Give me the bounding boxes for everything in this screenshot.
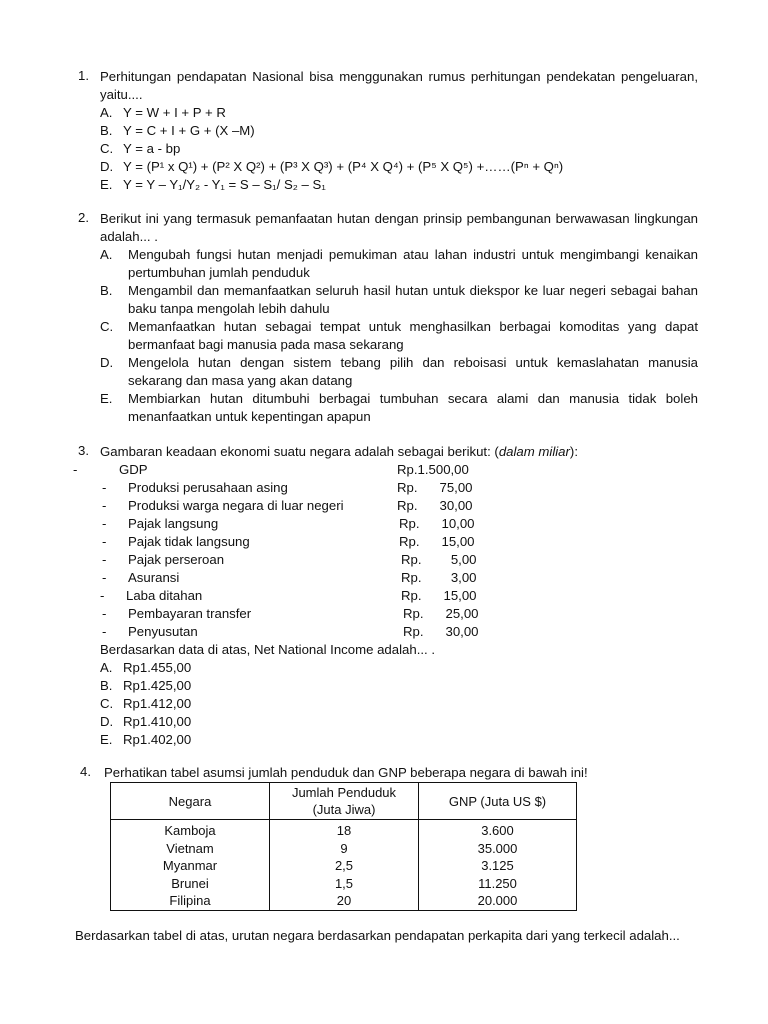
option-e (100, 390, 698, 425)
option-a (100, 659, 191, 677)
header-negara: Negara (111, 783, 270, 820)
row-value: Rp. 30,00 (403, 624, 479, 639)
cell-penduduk: 2,5 (270, 857, 419, 875)
header-line-2: (Juta Jiwa) (312, 802, 376, 817)
row-label: GDP (119, 462, 148, 477)
question-prompt: Berdasarkan data di atas, Net National Income adalah... . (100, 642, 436, 657)
row-value: Rp. 30,00 (397, 498, 473, 513)
option-text: Rp1.410,00 (123, 714, 192, 729)
gnp-table (110, 782, 577, 911)
row-dash: - (73, 462, 78, 477)
question-text: Berikut ini yang termasuk pemanfaatan hutan dengan prinsip pembangunan berwawasan lingkungan adalah... . (100, 211, 698, 244)
cell-negara: Myanmar (111, 857, 270, 875)
question-4-prompt: Berdasarkan tabel di atas, urutan negara berdasarkan pendapatan perkapita dari yang terkecil adalah... (75, 928, 680, 943)
option-letter: D. (100, 355, 114, 370)
row-value: Rp. 15,00 (401, 588, 477, 603)
option-a (100, 246, 698, 281)
cell-penduduk: 20 (270, 892, 419, 910)
cell-negara: Filipina (111, 892, 270, 910)
row-dash: - (102, 552, 107, 567)
question-number: 3. (78, 443, 89, 458)
cell-penduduk: 1,5 (270, 875, 419, 893)
cell-gnp: 35.000 (419, 840, 577, 858)
row-dash: - (102, 624, 107, 639)
option-b (100, 677, 191, 695)
option-letter: C. (100, 319, 114, 334)
option-text: Rp1.412,00 (123, 696, 192, 711)
option-b (100, 122, 255, 140)
row-label: Pajak langsung (128, 516, 219, 531)
option-d (100, 158, 563, 176)
question-number: 4. (80, 764, 91, 779)
question-number: 1. (78, 68, 89, 83)
option-letter: A. (100, 247, 113, 262)
row-value: Rp. 15,00 (399, 534, 475, 549)
option-letter: E. (100, 177, 113, 192)
option-text: Y = (P¹ x Q¹) + (P² X Q²) + (P³ X Q³) + (P⁴ X Q⁴) + (P⁵ X Q⁵) +……(Pⁿ + Qⁿ) (123, 159, 564, 174)
table-row (111, 875, 577, 893)
row-value: Rp. 10,00 (399, 516, 475, 531)
row-dash: - (102, 498, 107, 513)
option-text: Y = a - bp (123, 141, 181, 156)
table-header-row (111, 783, 577, 820)
option-letter: A. (100, 105, 113, 120)
option-e (100, 176, 326, 194)
question-text: Perhitungan pendapatan Nasional bisa menggunakan rumus perhitungan pendekatan pengeluaran, yaitu.... (100, 69, 698, 102)
option-c (100, 140, 180, 158)
option-text: Y = W + I + P + R (123, 105, 226, 120)
option-letter: C. (100, 141, 114, 156)
cell-negara: Brunei (111, 875, 270, 893)
header-jumlah-penduduk (270, 783, 419, 820)
row-label: Penyusutan (128, 624, 198, 639)
row-value: Rp. 75,00 (397, 480, 473, 495)
cell-gnp: 3.600 (419, 820, 577, 840)
table-row (111, 840, 577, 858)
row-value: Rp. 25,00 (403, 606, 479, 621)
option-d (100, 354, 698, 389)
row-label: Produksi perusahaan asing (128, 480, 288, 495)
question-text-suffix: ): (569, 444, 578, 459)
option-c (100, 318, 698, 353)
option-letter: B. (100, 678, 113, 693)
option-text: Mengelola hutan dengan sistem tebang pilih dan reboisasi untuk kemaslahatan manusia sekarang dan masa yang akan datang (128, 355, 698, 388)
option-letter: B. (100, 283, 113, 298)
option-letter: A. (100, 660, 113, 675)
option-letter: E. (100, 391, 113, 406)
row-dash: - (102, 534, 107, 549)
row-label: Pajak tidak langsung (128, 534, 250, 549)
option-letter: D. (100, 714, 114, 729)
cell-negara: Kamboja (111, 820, 270, 840)
option-a (100, 104, 226, 122)
option-c (100, 695, 191, 713)
cell-gnp: 11.250 (419, 875, 577, 893)
row-dash: - (102, 570, 107, 585)
option-text: Memanfaatkan hutan sebagai tempat untuk menghasilkan berbagai komoditas yang dapat bermanfaat bagi manusia pada masa sekarang (128, 319, 698, 352)
option-e (100, 731, 191, 749)
option-letter: B. (100, 123, 113, 138)
row-label: Pajak perseroan (128, 552, 225, 567)
cell-gnp: 20.000 (419, 892, 577, 910)
table-row (111, 820, 577, 840)
question-text-prefix: Gambaran keadaan ekonomi suatu negara adalah sebagai berikut: ( (100, 444, 499, 459)
option-text: Rp1.425,00 (123, 678, 192, 693)
option-text: Rp1.455,00 (123, 660, 192, 675)
option-letter: E. (100, 732, 113, 747)
cell-penduduk: 18 (270, 820, 419, 840)
option-b (100, 282, 698, 317)
row-label: Pembayaran transfer (128, 606, 252, 621)
option-text: Mengambil dan memanfaatkan seluruh hasil hutan untuk diekspor ke luar negeri sebagai bahan baku tanpa mengolah lebih dahulu (128, 283, 698, 316)
row-dash: - (102, 606, 107, 621)
table-row (111, 857, 577, 875)
option-letter: D. (100, 159, 114, 174)
row-dash: - (100, 588, 105, 603)
header-line-1: Jumlah Penduduk (291, 785, 397, 800)
option-letter: C. (100, 696, 114, 711)
row-value: Rp. 3,00 (401, 570, 477, 585)
question-text (100, 443, 698, 461)
row-value: Rp.1.500,00 (397, 462, 469, 477)
row-label: Produksi warga negara di luar negeri (128, 498, 344, 513)
option-text: Rp1.402,00 (123, 732, 192, 747)
row-label: Asuransi (128, 570, 180, 585)
cell-penduduk: 9 (270, 840, 419, 858)
option-text: Y = C + I + G + (X –M) (123, 123, 255, 138)
table-row (111, 892, 577, 910)
question-text-italic: dalam miliar (498, 444, 570, 459)
row-dash: - (102, 480, 107, 495)
option-text: Y = Y – Y₁/Y₂ - Y₁ = S – S₁/ S₂ – S₁ (123, 177, 326, 192)
cell-gnp: 3.125 (419, 857, 577, 875)
cell-negara: Vietnam (111, 840, 270, 858)
option-text: Membiarkan hutan ditumbuhi berbagai tumbuhan secara alami dan manusia tidak boleh menanfaatkan untuk kepentingan apapun (128, 391, 698, 424)
question-text: Perhatikan tabel asumsi jumlah penduduk dan GNP beberapa negara di bawah ini! (104, 765, 588, 780)
header-gnp: GNP (Juta US $) (419, 783, 577, 820)
option-d (100, 713, 191, 731)
row-dash: - (102, 516, 107, 531)
question-number: 2. (78, 210, 89, 225)
row-label: Laba ditahan (126, 588, 203, 603)
row-value: Rp. 5,00 (401, 552, 477, 567)
option-text: Mengubah fungsi hutan menjadi pemukiman atau lahan industri untuk mengimbangi kenaikan pertumbuhan jumlah penduduk (128, 247, 698, 280)
